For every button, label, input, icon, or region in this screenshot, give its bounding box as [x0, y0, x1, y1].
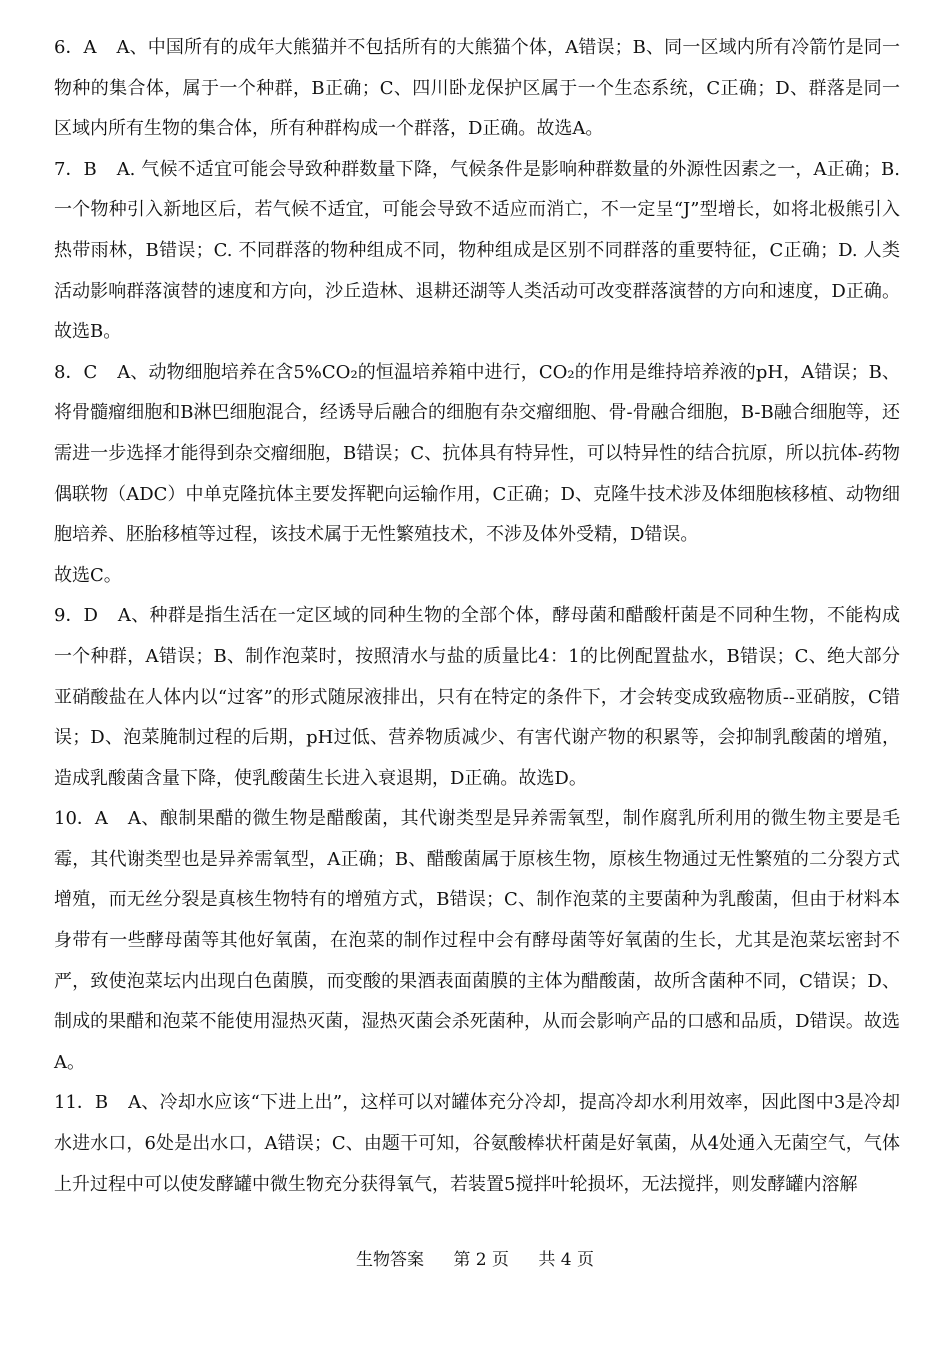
answer-10-text: A、酿制果醋的微生物是醋酸菌，其代谢类型是异养需氧型，制作腐乳所利用的微生物主要是毛霉，其代谢类型也是异养需氧型，A正确；B、醋酸菌属于原核生物，原核生物通过无性繁殖的二分裂方式增殖，而无丝分裂是真核生物特有的增殖方式，B错误；C、制作泡菜的主要菌种为乳酸菌，但由于材料本身带有一些酵母菌等其他好氧菌，在泡菜的制作过程中会有酵母菌等好氧菌的生长，尤其是泡菜坛密封不严，致使泡菜坛内出现白色菌膜，而变酸的果酒表面菌膜的主体为醋酸菌，故所含菌种不同，C错误；D、制成的果醋和泡菜不能使用湿热灭菌，湿热灭菌会杀死菌种，从而会影响产品的口感和品质，D错误。故选A。 — [54, 808, 900, 1073]
answer-11-text: A、冷却水应该“下进上出”，这样可以对罐体充分冷却，提高冷却水利用效率，因此图中3是冷却水进水口，6处是出水口，A错误；C、由题干可知，谷氨酸棒状杆菌是好氧菌，从4处通入无菌空气，气体上升过程中可以使发酵罐中微生物充分获得氧气，若装置5搅拌叶轮损坏，无法搅拌，则发酵罐内溶解 — [54, 1092, 900, 1195]
answer-6 — [54, 28, 900, 150]
answer-9-text: A、种群是指生活在一定区域的同种生物的全部个体，酵母菌和醋酸杆菌是不同种生物，不能构成一个种群，A错误；B、制作泡菜时，按照清水与盐的质量比4：1的比例配置盐水，B错误；C、绝大部分亚硝酸盐在人体内以“过客”的形式随尿液排出，只有在特定的条件下，才会转变成致癌物质--亚硝胺，C错误；D、泡菜腌制过程的后期，pH过低、营养物质减少、有害代谢产物的积累等，会抑制乳酸菌的增殖，造成乳酸菌含量下降，使乳酸菌生长进入衰退期，D正确。故选D。 — [54, 605, 900, 789]
answer-10 — [54, 799, 900, 1083]
page-footer — [0, 1248, 950, 1272]
footer-subject: 生物答案 — [355, 1250, 424, 1270]
answer-9-label: 9．D — [54, 605, 98, 627]
answer-11-label: 11．B — [54, 1092, 109, 1114]
answer-6-label: 6．A — [54, 37, 97, 58]
answer-9 — [54, 596, 900, 799]
answer-7-text: A. 气候不适宜可能会导致种群数量下降，气候条件是影响种群数量的外源性因素之一，A正确；B. 一个物种引入新地区后，若气候不适宜，可能会导致不适应而消亡，不一定呈“J”型增长，如将北极熊引入热带雨林，B错误；C. 不同群落的物种组成不同，物种组成是区别不同群落的重要特征，C正确；D. 人类活动影响群落演替的速度和方向，沙丘造林、退耕还湖等人类活动可改变群落演替的方向和速度，D正确。故选B。 — [54, 158, 900, 343]
answer-7-label: 7．B — [54, 158, 97, 180]
answer-7 — [54, 150, 900, 353]
answer-8 — [54, 353, 900, 556]
answer-11 — [54, 1083, 900, 1205]
answer-8-conclusion: 故选C。 — [54, 564, 122, 586]
answer-10-label: 10．A — [54, 808, 108, 830]
footer-page-number: 第 2 页 — [453, 1250, 509, 1270]
answer-8-label: 8．C — [54, 361, 98, 383]
answer-8-text: A、动物细胞培养在含5%CO₂的恒温培养箱中进行，CO₂的作用是维持培养液的pH，A错误；B、将骨髓瘤细胞和B淋巴细胞混合，经诱导后融合的细胞有杂交瘤细胞、骨-骨融合细胞，B-B融合细胞等，还需进一步选择才能得到杂交瘤细胞，B错误；C、抗体具有特异性，可以特异性的结合抗原，所以抗体-药物偶联物（ADC）中单克隆抗体主要发挥靶向运输作用，C正确；D、克隆牛技术涉及体细胞核移植、动物细胞培养、胚胎移植等过程，该技术属于无性繁殖技术，不涉及体外受精，D错误。 — [54, 361, 900, 546]
answer-6-text: A、中国所有的成年大熊猫并不包括所有的大熊猫个体，A错误；B、同一区域内所有冷箭竹是同一物种的集合体，属于一个种群，B正确；C、四川卧龙保护区属于一个生态系统，C正确；D、群落是同一区域内所有生物的集合体，所有种群构成一个群落，D正确。故选A。 — [54, 37, 900, 140]
footer-total-pages: 共 4 页 — [538, 1250, 595, 1270]
answer-content — [54, 28, 900, 1205]
